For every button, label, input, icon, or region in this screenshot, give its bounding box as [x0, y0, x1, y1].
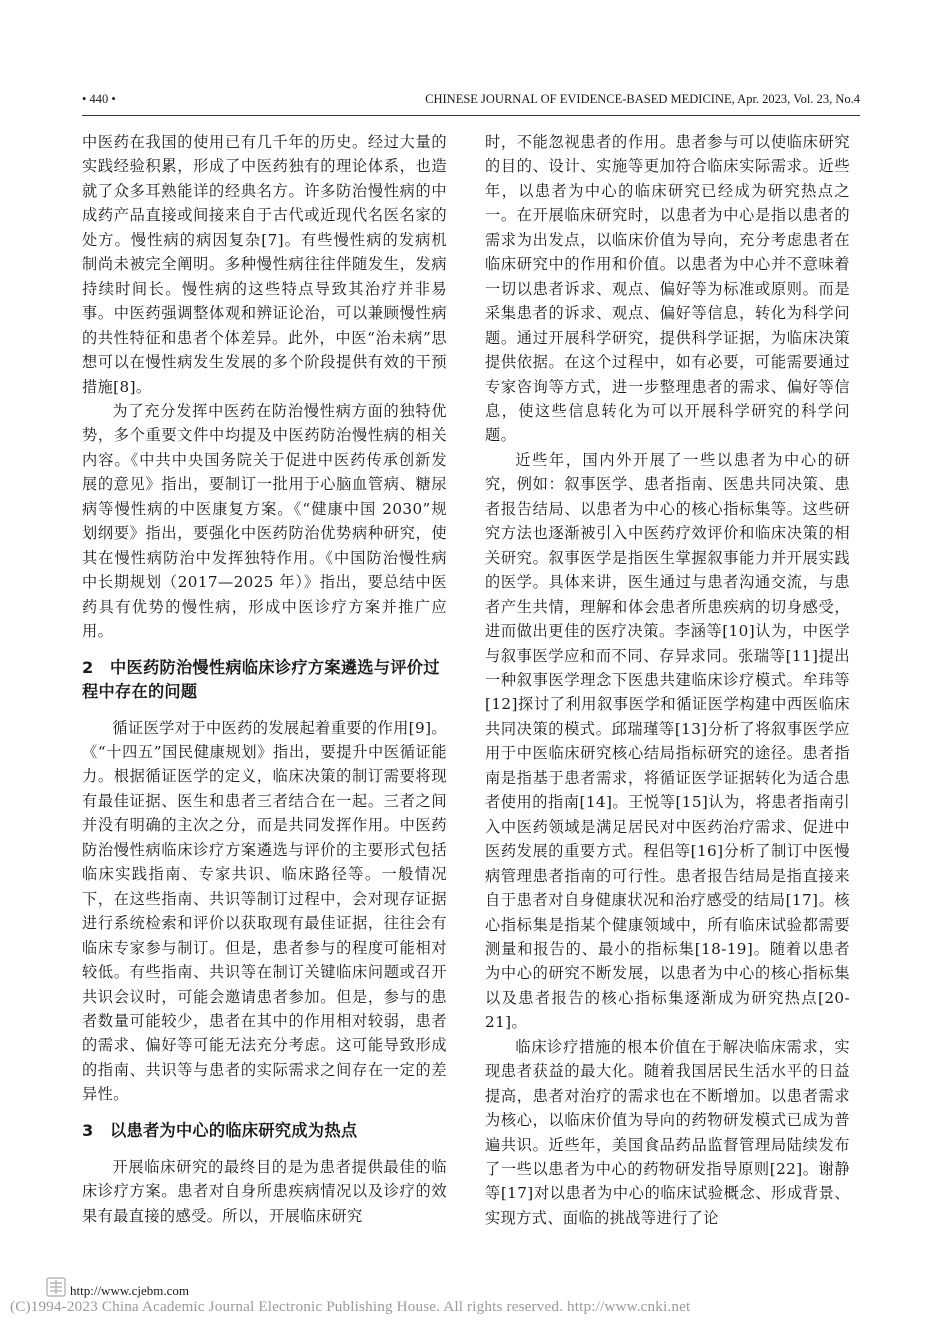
section-heading-2 [82, 656, 447, 704]
copyright-watermark: (C)1994-2023 China Academic Journal Electronic Publishing House. All rights reserved. http://www.cnki.net [10, 1298, 691, 1315]
journal-url-link[interactable]: http://www.cjebm.com [70, 1283, 190, 1298]
page-number: • 440 • [82, 92, 116, 106]
paragraph: 为了充分发挥中医药在防治慢性病方面的独特优势，多个重要文件中均提及中医药防治慢性病的相关内容。《中共中央国务院关于促进中医药传承创新发展的意见》指出，要制订一批用于心脑血管病、糖尿病等慢性病的中医康复方案。《“健康中国 2030”规划纲要》指出，要强化中医药防治优势病种研究，使其在慢性病防治中发挥独特作用。《中国防治慢性病中长期规划（2017—2025 年）》指出，要总结中医药具有优势的慢性病，形成中医诊疗方案并推广应用。 [82, 401, 447, 641]
paragraph: 循证医学对于中医药的发展起着重要的作用[9]。《“十四五”国民健康规划》指出，要提升中医循证能力。根据循证医学的定义，临床决策的制订需要将现有最佳证据、医生和患者三者结合在一起。三者之间并没有明确的主次之分，而是共同发挥作用。中医药防治慢性病临床诊疗方案遴选与评价的主要形式包括临床实践指南、专家共识、临床路径等。一般情况下，在这些指南、共识等制订过程中，会对现存证据进行系统检索和评价以获取现有最佳证据，往往会有临床专家参与制订。但是，患者参与的程度可能相对较低。有些指南、共识等在制订关键临床问题或召开共识会议时，可能会邀请患者参加。但是，参与的患者数量可能较少，患者在其中的作用相对较弱，患者的需求、偏好等可能无法充分考虑。这可能导致形成的指南、共识等与患者的实际需求之间存在一定的差异性。 [82, 718, 447, 1104]
paragraph: 近些年，国内外开展了一些以患者为中心的研究，例如：叙事医学、患者指南、医患共同决策、患者报告结局、以患者为中心的核心指标集等。这些研究方法也逐渐被引入中医药疗效评价和临床决策的相关研究。叙事医学是指医生掌握叙事能力并开展实践的医学。具体来讲，医生通过与患者沟通交流，与患者产生共情，理解和体会患者所患疾病的切身感受，进而做出更佳的医疗决策。李涵等[10]认为，中医学与叙事医学应和而不同、存异求同。张瑞等[11]提出一种叙事医学理念下医患共建临床诊疗模式。牟玮等[12]探讨了利用叙事医学和循证医学构建中西医临床共同决策的模式。邱瑞瑾等[13]分析了将叙事医学应用于中医临床研究核心结局指标研究的途径。患者指南是指基于患者需求，将循证医学证据转化为适合患者使用的指南[14]。王悦等[15]认为，将患者指南引入中医药领域是满足居民对中医药治疗需求、促进中医药发展的重要方式。程侣等[16]分析了制订中医慢病管理患者指南的可行性。患者报告结局是指直接来自于患者对自身健康状况和治疗感受的结局[17]。核心指标集是指某个健康领域中，所有临床试验都需要测量和报告的、最小的指标集[18-19]。随着以患者为中心的研究不断发展，以患者为中心的核心指标集以及患者报告的核心指标集逐渐成为研究热点[20-21]。 [485, 450, 850, 1032]
running-header [82, 92, 860, 112]
paragraph: 临床诊疗措施的根本价值在于解决临床需求，实现患者获益的最大化。随着我国居民生活水平的日益提高，患者对治疗的需求也在不断增加。以患者需求为核心，以临床价值为导向的药物研发模式已成为普遍共识。近些年，美国食品药品监督管理局陆续发布了一些以患者为中心的药物研发指导原则[22]。谢静等[17]对以患者为中心的临床试验概念、形成背景、实现方式、面临的挑战等进行了论 [485, 1037, 850, 1227]
section-title: 以患者为中心的临床研究成为热点 [110, 1120, 358, 1140]
paragraph: 开展临床研究的最终目的是为患者提供最佳的临床诊疗方案。患者对自身所患疾病情况以及诊疗的效果有最直接的感受。所以，开展临床研究 [82, 1157, 447, 1225]
section-number: 2 [82, 657, 94, 677]
section-number: 3 [82, 1120, 94, 1140]
section-heading-3 [82, 1119, 447, 1143]
header-rule [82, 115, 860, 116]
right-column [485, 130, 850, 1230]
journal-citation: CHINESE JOURNAL OF EVIDENCE-BASED MEDICINE, Apr. 2023, Vol. 23, No.4 [425, 92, 860, 106]
publisher-logo-icon [46, 1277, 66, 1297]
left-column [82, 130, 447, 1228]
paragraph: 中医药在我国的使用已有几千年的历史。经过大量的实践经验积累，形成了中医药独有的理论体系，也造就了众多耳熟能详的经典名方。许多防治慢性病的中成药产品直接或间接来自于古代或近现代名医名家的处方。慢性病的病因复杂[7]。有些慢性病的发病机制尚未被完全阐明。多种慢性病往往伴随发生，发病持续时间长。慢性病的这些特点导致其治疗并非易事。中医药强调整体观和辨证论治，可以兼顾慢性病的共性特征和患者个体差异。此外，中医“治未病”思想可以在慢性病发生发展的多个阶段提供有效的干预措施[8]。 [82, 133, 447, 396]
section-title: 中医药防治慢性病临床诊疗方案遴选与评价过程中存在的问题 [82, 657, 440, 701]
paragraph: 时，不能忽视患者的作用。患者参与可以使临床研究的目的、设计、实施等更加符合临床实际需求。近些年，以患者为中心的临床研究已经成为研究热点之一。在开展临床研究时，以患者为中心是指以患者的需求为出发点，以临床价值为导向，充分考虑患者在临床研究中的作用和价值。以患者为中心并不意味着一切以患者诉求、观点、偏好等为标准或原则。而是采集患者的诉求、观点、偏好等信息，转化为科学问题。通过开展科学研究，提供科学证据，为临床决策提供依据。在这个过程中，如有必要，可能需要通过专家咨询等方式，进一步整理患者的需求、偏好等信息，使这些信息转化为可以开展科学研究的科学问题。 [485, 133, 850, 445]
